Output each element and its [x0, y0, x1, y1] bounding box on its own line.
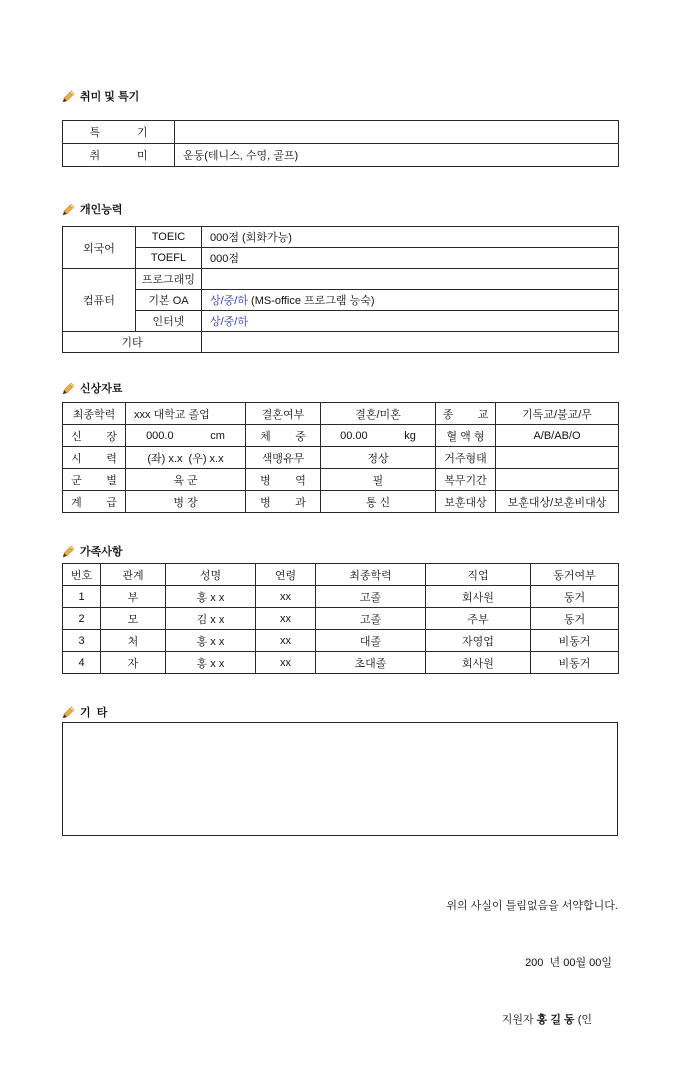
oa-grade: 상/중/하	[210, 295, 248, 307]
label-color-blindness: 색맹유무	[246, 447, 321, 469]
table-row	[63, 121, 619, 144]
label-residence-type: 거주형태	[436, 447, 496, 469]
label-computer: 컴퓨터	[63, 269, 136, 332]
label-vision: 시 력	[63, 447, 126, 469]
label-etc: 기타	[63, 332, 202, 353]
family-row	[63, 608, 619, 630]
footer-pledge-block	[62, 859, 618, 1068]
family-cell-cohabitation: 동거	[531, 586, 619, 608]
label-foreign-language: 외국어	[63, 227, 136, 269]
label-religion: 종 교	[436, 403, 496, 425]
table-row	[63, 332, 619, 353]
value-toefl: 000점	[202, 248, 619, 269]
table-row	[63, 269, 619, 290]
value-height: 000.0 cm	[126, 425, 246, 447]
section-header-family	[62, 543, 618, 559]
header-cohabitation: 동거여부	[531, 564, 619, 586]
family-cell-job: 회사원	[426, 586, 531, 608]
family-cell-no: 3	[63, 630, 101, 652]
family-cell-cohabitation: 비동거	[531, 630, 619, 652]
family-cell-age: xx	[256, 608, 316, 630]
etc-textarea	[62, 722, 618, 836]
value-military-branch: 육 군	[126, 469, 246, 491]
table-row	[63, 144, 619, 167]
table-row	[63, 469, 619, 491]
value-etc	[202, 332, 619, 353]
family-cell-name: 김 x x	[166, 608, 256, 630]
value-final-education: xxx 대학교 졸업	[126, 403, 246, 425]
family-cell-cohabitation: 동거	[531, 608, 619, 630]
value-toeic: 000점 (회화가능)	[202, 227, 619, 248]
label-service-period: 복무기간	[436, 469, 496, 491]
value-basic-oa	[202, 290, 619, 311]
header-relation: 관계	[101, 564, 166, 586]
label-final-education: 최종학력	[63, 403, 126, 425]
family-cell-relation: 자	[101, 652, 166, 674]
table-row	[63, 403, 619, 425]
label-programming: 프로그래밍	[136, 269, 202, 290]
value-residence-type	[496, 447, 619, 469]
label-military-service: 병 역	[246, 469, 321, 491]
label-military-specialty: 병 과	[246, 491, 321, 513]
header-no: 번호	[63, 564, 101, 586]
value-marital-status: 결혼/미혼	[321, 403, 436, 425]
section-title-ability: 개인능력	[80, 204, 123, 216]
label-internet: 인터넷	[136, 311, 202, 332]
value-service-period	[496, 469, 619, 491]
section-header-ability	[62, 201, 618, 217]
section-header-hobby	[62, 88, 618, 104]
family-cell-education: 대졸	[316, 630, 426, 652]
label-height: 신 장	[63, 425, 126, 447]
pencil-icon	[62, 545, 75, 558]
family-cell-name: 홍 x x	[166, 630, 256, 652]
family-row	[63, 652, 619, 674]
ability-table	[62, 226, 619, 353]
table-row	[63, 311, 619, 332]
hobby-table	[62, 120, 619, 167]
family-cell-job: 자영업	[426, 630, 531, 652]
family-row	[63, 630, 619, 652]
value-hobby: 운동(테니스, 수영, 골프)	[175, 144, 619, 167]
section-title-family: 가족사항	[80, 546, 123, 558]
value-specialty	[175, 121, 619, 144]
table-row	[63, 248, 619, 269]
label-toefl: TOEFL	[136, 248, 202, 269]
header-age: 연령	[256, 564, 316, 586]
family-cell-job: 회사원	[426, 652, 531, 674]
applicant-name: 홍 길 동	[536, 1014, 575, 1026]
section-header-etc	[62, 704, 618, 720]
family-cell-relation: 모	[101, 608, 166, 630]
value-weight: 00.00 kg	[321, 425, 436, 447]
value-vision: (좌) x.x (우) x.x	[126, 447, 246, 469]
table-row	[63, 425, 619, 447]
family-cell-age: xx	[256, 652, 316, 674]
family-cell-education: 고졸	[316, 608, 426, 630]
label-basic-oa: 기본 OA	[136, 290, 202, 311]
family-cell-age: xx	[256, 586, 316, 608]
personal-table	[62, 402, 619, 513]
value-programming	[202, 269, 619, 290]
label-marital-status: 결혼여부	[246, 403, 321, 425]
value-military-specialty: 통 신	[321, 491, 436, 513]
table-row	[63, 447, 619, 469]
applicant-label: 지원자	[501, 1014, 537, 1026]
label-blood-type: 혈 액 형	[436, 425, 496, 447]
section-title-hobby: 취미 및 특기	[80, 91, 140, 103]
section-header-personal	[62, 380, 618, 396]
family-table	[62, 563, 619, 674]
label-military-branch: 군 별	[63, 469, 126, 491]
header-name: 성명	[166, 564, 256, 586]
pencil-icon	[62, 382, 75, 395]
pledge-text: 위의 사실이 틀림없음을 서약합니다.	[446, 900, 618, 912]
label-specialty: 특 기	[63, 121, 175, 144]
table-row	[63, 227, 619, 248]
internet-grade: 상/중/하	[210, 316, 248, 328]
family-header-row	[63, 564, 619, 586]
value-blood-type: A/B/AB/O	[496, 425, 619, 447]
applicant-signature	[62, 1011, 618, 1030]
label-weight: 체 중	[246, 425, 321, 447]
seal-mark: (인	[574, 1014, 592, 1026]
family-cell-cohabitation: 비동거	[531, 652, 619, 674]
table-row	[63, 491, 619, 513]
label-rank: 계 급	[63, 491, 126, 513]
family-cell-education: 초대졸	[316, 652, 426, 674]
family-cell-no: 4	[63, 652, 101, 674]
value-religion: 기독교/불교/무	[496, 403, 619, 425]
pencil-icon	[62, 90, 75, 103]
family-cell-no: 1	[63, 586, 101, 608]
oa-note: (MS-office 프로그램 능숙)	[248, 295, 375, 307]
pencil-icon	[62, 706, 75, 719]
value-military-service: 필	[321, 469, 436, 491]
table-row	[63, 290, 619, 311]
label-hobby: 취 미	[63, 144, 175, 167]
family-row	[63, 586, 619, 608]
family-cell-job: 주부	[426, 608, 531, 630]
pencil-icon	[62, 203, 75, 216]
family-cell-education: 고졸	[316, 586, 426, 608]
pledge-date: 200 년 00월 00일	[525, 957, 612, 969]
label-toeic: TOEIC	[136, 227, 202, 248]
value-internet	[202, 311, 619, 332]
header-job: 직업	[426, 564, 531, 586]
value-rank: 병 장	[126, 491, 246, 513]
family-cell-name: 홍 x x	[166, 652, 256, 674]
family-cell-no: 2	[63, 608, 101, 630]
family-cell-name: 홍 x x	[166, 586, 256, 608]
section-title-etc: 기 타	[80, 707, 108, 719]
family-cell-relation: 처	[101, 630, 166, 652]
family-cell-age: xx	[256, 630, 316, 652]
family-cell-relation: 부	[101, 586, 166, 608]
header-education: 최종학력	[316, 564, 426, 586]
value-color-blindness: 정상	[321, 447, 436, 469]
section-title-personal: 신상자료	[80, 383, 123, 395]
label-veteran-status: 보훈대상	[436, 491, 496, 513]
value-veteran-status: 보훈대상/보훈비대상	[496, 491, 619, 513]
